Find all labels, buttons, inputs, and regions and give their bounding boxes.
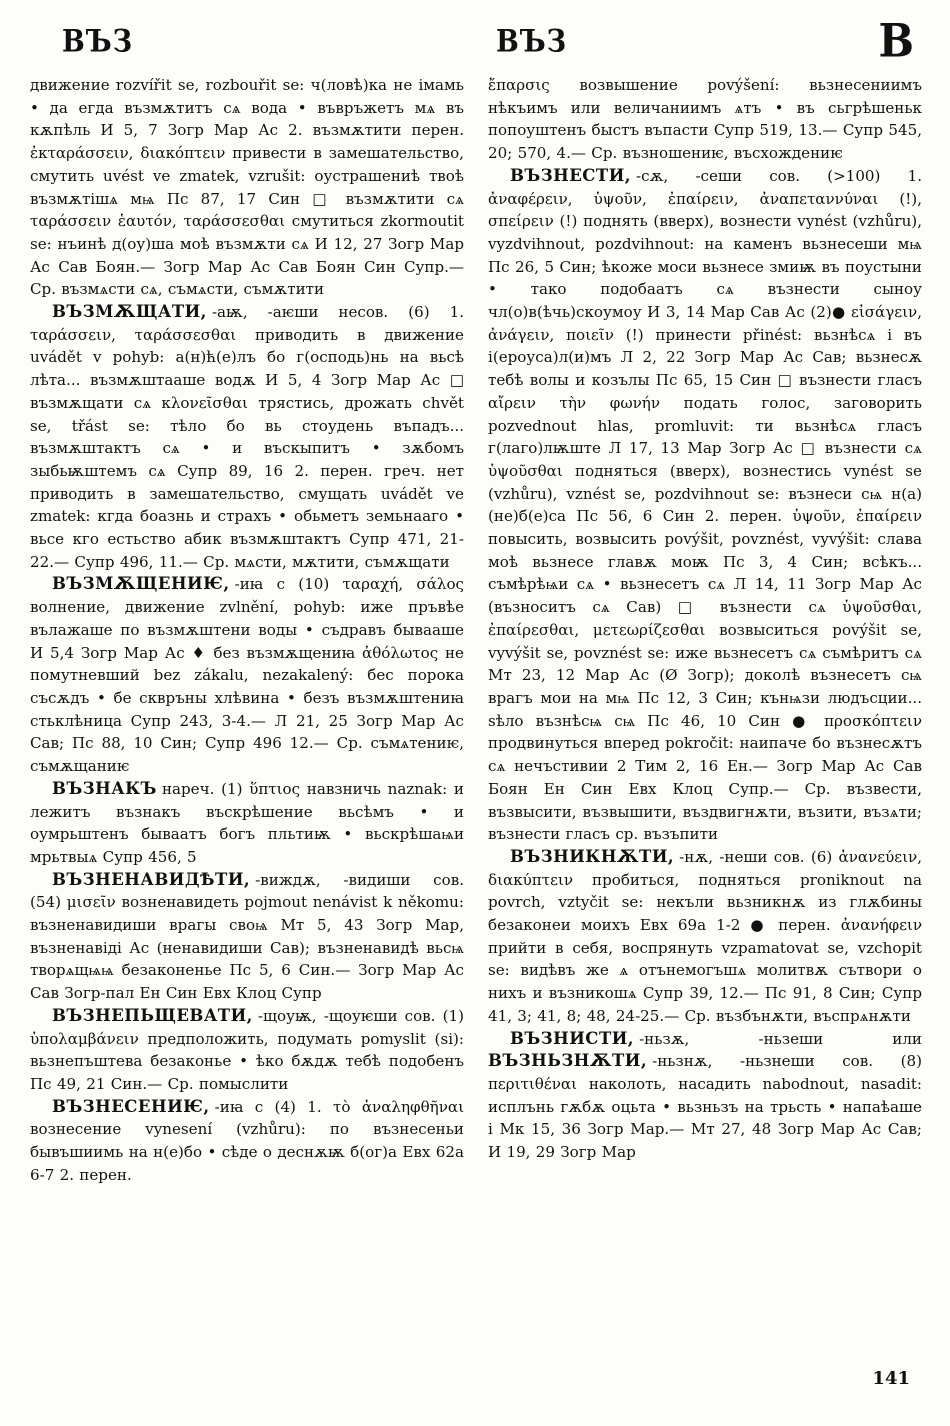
entry-text: движение rozvířit se, rozbouřit se: ч(ловѣ)ка не імамь • да егда възмѫтитъ сѧ вода • въвръжетъ мѧ въ кѫпѣль И 5, 7 Зогр Мар Ас 2. възмѫтити перен. ἐκταράσσειν, διακόπτειν привести в замешательство, смутить uvést ve zmatek, vzrušit: оустрашениѣ твоѣ възмѫтішѧ мѩ Пс 87, 17 Син □ възмѫтити сѧ ταράσσειν ἑαυτόν, ταράσσεσθαι смутиться zkormoutit se: нъинѣ д(оу)ша моѣ възмѫти сѧ И 12, 27 Зогр Мар Ас Сав Боян.— Зогр Мар Ас Сав Боян Син Супр.— Ср. възмѧсти сѧ, съмѧсти, съмѫтити — [30, 76, 464, 299]
entry-text: ἔπαρσις возвышение povýšení: вьзнесениимъ нѣкъимъ или величаниимъ ѧтъ • въ сьгрѣшеньк попоуштенъ быстъ въпасти Супр 519, 13.— Супр 545, 20; 570, 4.— Ср. възношениѥ, въсхождениѥ — [488, 76, 922, 163]
headword: ВЪЗНИСТИ, — [510, 1028, 635, 1048]
entry-continuation — [488, 74, 922, 165]
dictionary-entry — [30, 1005, 464, 1096]
right-column — [488, 74, 922, 1376]
entry-text: -сѫ, -сеши сов. (>100) 1. ἀναφέρειν, ὑψοῦν, ἐπαίρειν, ἀναπεταννύναι (!), σπείρειν (!) поднять (вверх), вознести vynést (vzhůru), vyzdvihnout, pozdvihnout: на каменъ вьзнесеши мѩ Пс 26, 5 Син; ѣкоже моси вьзнесе змиѭ въ поустыни • тако подобаатъ сѧ възнести сыноу чл(о)в(ѣчь)скоумоу И 3, 14 Мар Сав Ас (2)● εἰσάγειν, ἀνάγειν, ποιεῖν (!) принести přinést: вьзнѣсѧ і въ і(ероуса)л(и)мъ Л 2, 22 Зогр Мар Ас Сав; вьзнесѫ тебѣ волы и козълы Пс 65, 15 Син □ възнести гласъ αἴρειν τὴν φωνήν подать голос, заговорить pozvednout hlas, promluvit: ти вьзнѣсѧ гласъ г(лаго)лѭште Л 17, 13 Мар Зогр Ас □ възнести сѧ ὑψοῦσθαι подняться (вверх), вознестись vynést se (vzhůru), vznést se, pozdvihnout se: възнеси сѩ н(а) (не)б(е)са Пс 56, 6 Син 2. перен. ὑψοῦν, ἐπαίρειν повысить, возвысить povýšit, povznést, vyvýšit: слава моѣ вьзнесе главѫ моѭ Пс 3, 4 Син; всѣкъ... съмѣрѣѩи сѧ • вьзнесетъ сѧ Л 14, 11 Зогр Мар Ас (възноситъ сѧ Сав) □ възнести сѧ ὑψοῦσθαι, ἐπαίρεσθαι, μετεωρίζεσθαι возвыситься povýšit se, vyvýšit se, povznést se: иже вьзнесетъ сѧ съмѣритъ сѧ Мт 23, 12 Мар Ас (Ø Зогр); доколѣ възнесетъ сѩ врагъ мои на мѩ Пс 12, 3 Син; кънѩзи людъсции... ѕѣло възнѣсѩ сѩ Пс 46, 10 Син ● προσκόπτειν продвинуться вперед pokročit: наипаче бо възнесѫтъ сѧ нечъстивии 2 Тим 2, 16 Ен.— Зогр Мар Ас Сав Боян Ен Син Евх Клоц Супр.— Ср. възвести, възвысити, възвышити, въздвигнѫти, възити, възѧти; възнести гласъ ср. възъпити — [488, 166, 922, 844]
dictionary-entry — [30, 778, 464, 869]
guide-word-left: ВЪЗ — [62, 23, 134, 60]
entry-text: -ньзнѫ, -ньзнеши сов. (8) περιτιθέναι наколоть, насадить nabodnout, nasadit: исплънь гѫбѫ оцьта • вьзньзъ на трьсть • напаѣаше і Мк 15, 36 Зогр Мар.— Мт 27, 48 Зогр Мар Ас Сав; И 19, 29 Зогр Мар — [488, 1052, 922, 1162]
headword: ВЪЗМѪЩЕНИѤ, — [52, 574, 230, 594]
page-number: 141 — [872, 1368, 910, 1389]
headword: ВЪЗНЕНАВИДѢТИ, — [52, 869, 251, 889]
headword: ВЪЗНЬЗНѪТИ, — [488, 1051, 648, 1071]
entry-text: -аѭ, -аѥши несов. (6) 1. ταράσσειν, ταράσσεσθαι приводить в движение uvádět v pohyb: а(н)ћ(е)лъ бо г(осподь)нь на вьсѣ лѣта... възмѫштааше водѫ И 5, 4 Зогр Мар Ас □ възмѫщати сѧ κλονεῖσθαι трястись, дрожать chvět se, třást se: тѣло бо вь стоудень въпадъ... възмѫштактъ сѧ • и въскыпитъ • зѫбомъ зыбьѭштемъ сѧ Супр 89, 16 2. перен. греч. нет приводить в замешательство, смущать uvádět ve zmatek: кгда боазнь и страхъ • обьметъ земьнааго • вьсе кго естьство абик възмѫштактъ Супр 471, 21-22.— Супр 496, 11.— Ср. мѧсти, мѫтити, съмѫщати — [30, 303, 464, 571]
entry-text: -иꙗ с (4) 1. τὸ ἀναληφθῆναι вознесение vynesení (vzhůru): по възнесеньи бывъшиимь на н(е)бо • сѣде о деснѫѭ б(ог)а Евх 62а 6-7 2. перен. — [30, 1097, 464, 1184]
section-letter: В — [878, 13, 914, 68]
dictionary-entry — [30, 573, 464, 777]
entry-text: -щоуѭ, -щоуѥши сов. (1) ὑπολαμβάνειν предположить, подумать pomyslit (si): вьзнепъштева безаконье • ѣко бѫдѫ тебѣ подобенъ Пс 49, 21 Син.— Ср. помыслити — [30, 1006, 464, 1093]
headword: ВЪЗМѪЩАТИ, — [52, 302, 207, 322]
entry-text: нареч. (1) ὕπτιος навзничь naznak: и лежитъ възнакъ въскрѣшение вьсѣмъ • и оумрьштенъ бываатъ богъ пльтиѭ • вьскрѣшаѩи мрьтвыѧ Супр 456, 5 — [30, 779, 464, 866]
running-head — [0, 13, 950, 68]
dictionary-entry — [488, 1028, 922, 1164]
entry-continuation — [30, 74, 464, 301]
entry-text: -виждѫ, -видиши сов. (54) μισεῖν возненавидеть pojmout nenávist k někomu: възненавидиши врагы своѩ Мт 5, 43 Зогр Мар, възненавіді Ас (ненавидиши Сав); възненавидѣ вьсѩ творѧщѩѩ безаконенье Пс 5, 6 Син.— Зогр Мар Ас Сав Зогр-пал Ен Син Евх Клоц Супр — [30, 870, 464, 1003]
entry-text: -ньзѫ, -ньзеши или — [639, 1029, 922, 1048]
headword: ВЪЗНЕСТИ, — [510, 165, 632, 185]
entry-text: -нѫ, -неши сов. (6) ἀνανεύειν, διακύπτειν пробиться, подняться proniknout na povrch, vztyčit se: некъли вьзникнѫ из глѫбины безаконеи моихъ Евх 69а 1-2 ● перен. ἀνανήφειν прийти в себя, воспрянуть vzpamatovat se, vzchopit se: видѣвъ же ѧ отънемогъшѧ молитвѫ сътвори о нихъ и възникошѧ Супр 39, 12.— Пс 91, 8 Син; Супр 41, 3; 41, 8; 48, 24-25.— Ср. възбънѫти, въспрѧнѫти — [488, 847, 922, 1025]
dictionary-entry — [30, 1096, 464, 1187]
headword: ВЪЗНИКНѪТИ, — [510, 846, 675, 866]
entry-text: -иꙗ с (10) ταραχή, σάλος волнение, движение zvlnění, pohyb: иже пръвѣе вълажаше по възмѫштени воды • съдравъ бывааше И 5,4 Зогр Мар Ас ♦ без възмѫщениꙗ ἀθόλωτος не помутневший bez zákalu, nezakalený: бес порока съсѫдъ • бе сквръны хлѣвина • безъ възмѫштениꙗ стьклѣница Супр 243, 3-4.— Л 21, 25 Зогр Мар Ас Сав; Пс 88, 10 Син; Супр 496 12.— Ср. съмѧтениѥ, съмѫщаниѥ — [30, 575, 464, 776]
headword: ВЪЗНЕПЬЩЕВАТИ, — [52, 1005, 253, 1025]
left-column — [30, 74, 464, 1376]
guide-word-center: ВЪЗ — [496, 23, 568, 60]
headword: ВЪЗНЕСЕНИѤ, — [52, 1096, 210, 1116]
dictionary-entry — [488, 165, 922, 846]
dictionary-entry — [30, 869, 464, 1005]
dictionary-entry — [488, 846, 922, 1028]
headword: ВЪЗНАКЪ — [52, 778, 157, 798]
dictionary-entry — [30, 301, 464, 573]
